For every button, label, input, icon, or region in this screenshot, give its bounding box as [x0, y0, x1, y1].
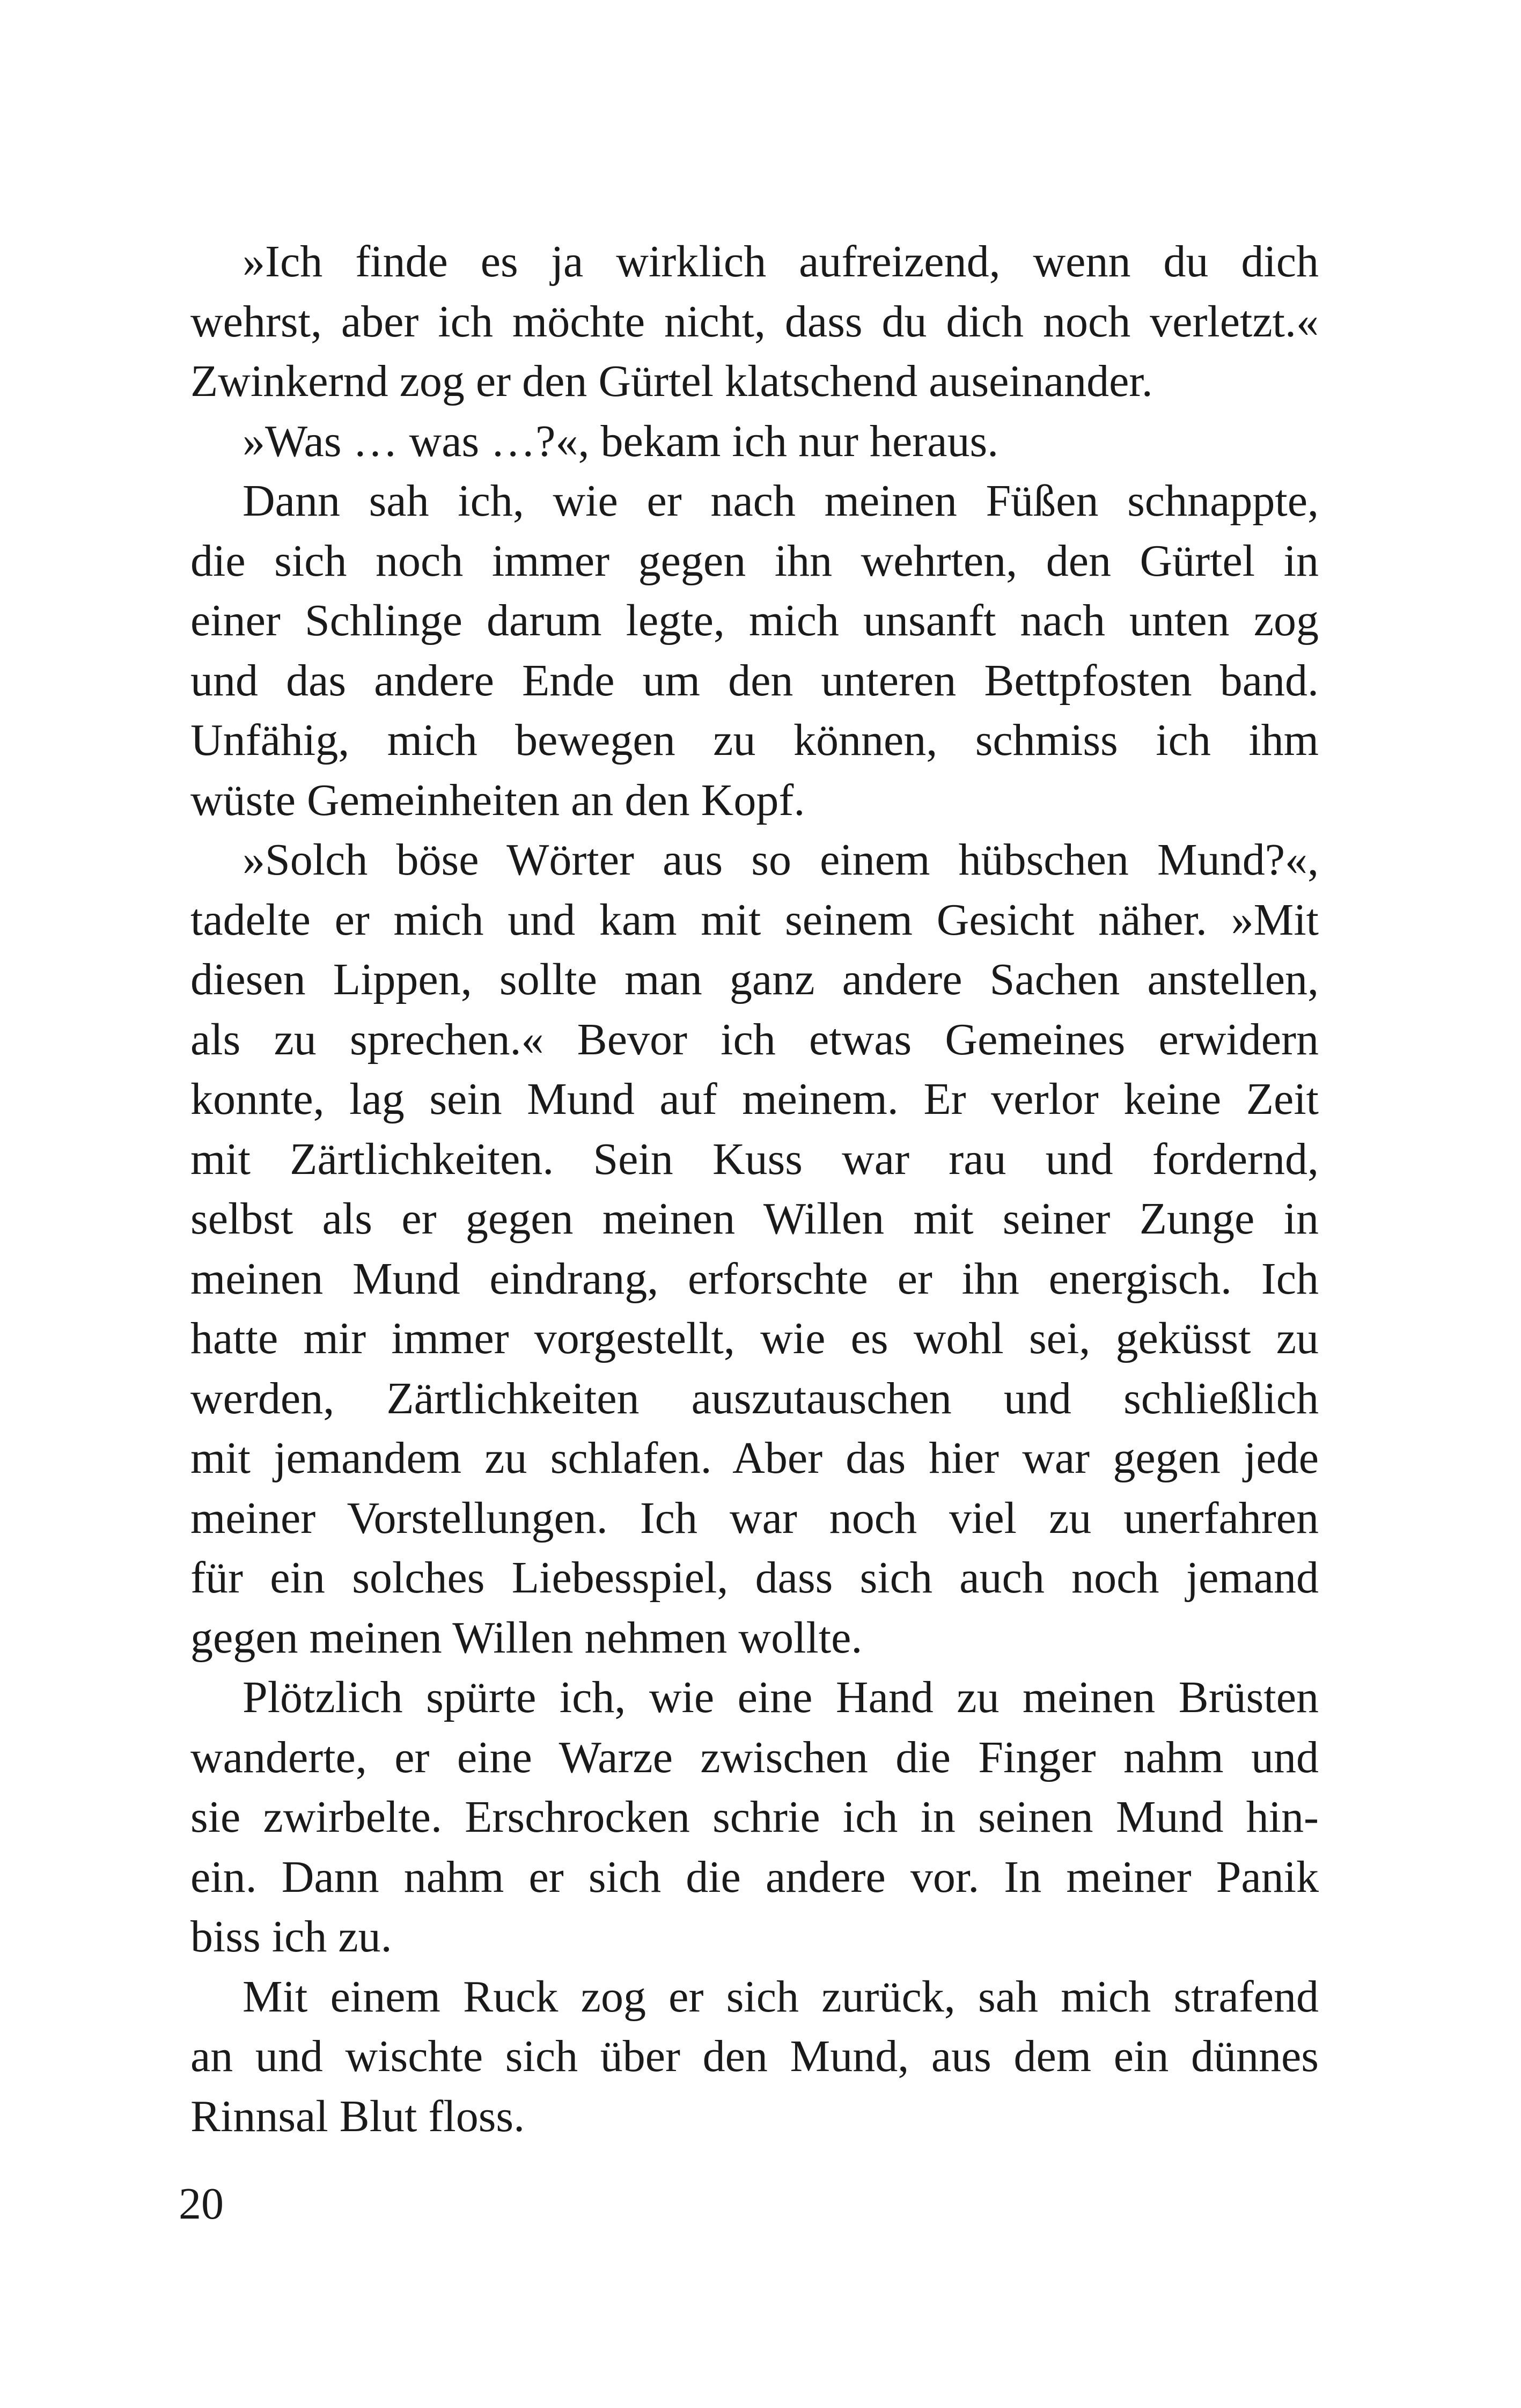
text-line: »Ich finde es ja wirklich aufreizend, wenn du dich	[243, 237, 1319, 287]
text-line: sie zwirbelte. Erschrocken schrie ich in seinen Mund hin-	[190, 1792, 1319, 1842]
text-line: diesen Lippen, sollte man ganz andere Sachen anstellen,	[190, 955, 1319, 1004]
text-line: tadelte er mich und kam mit seinem Gesicht näher. »Mit	[190, 894, 1319, 945]
text-line: biss ich zu.	[190, 1912, 392, 1962]
text-line: meiner Vorstellungen. Ich war noch viel zu unerfahren	[190, 1493, 1319, 1543]
text-line: wehrst, aber ich möchte nicht, dass du dich noch verletzt.«	[190, 296, 1319, 347]
text-line: werden, Zärtlichkeiten auszutauschen und schließlich	[190, 1373, 1319, 1423]
text-line: und das andere Ende um den unteren Bettpfosten band.	[190, 655, 1319, 706]
text-line: als zu sprechen.« Bevor ich etwas Gemeines erwidern	[190, 1014, 1319, 1064]
text-line: Dann sah ich, wie er nach meinen Füßen schnappte,	[243, 476, 1319, 526]
text-line: Zwinkernd zog er den Gürtel klatschend auseinander.	[190, 356, 1153, 406]
body-text	[190, 232, 1319, 2146]
text-line: für ein solches Liebesspiel, dass sich auch noch jemand	[190, 1553, 1319, 1603]
text-line: mit Zärtlichkeiten. Sein Kuss war rau und fordernd,	[190, 1134, 1319, 1184]
text-line: Mit einem Ruck zog er sich zurück, sah mich strafend	[243, 1971, 1319, 2022]
text-line: an und wischte sich über den Mund, aus dem ein dünnes	[190, 2031, 1319, 2081]
text-line: ein. Dann nahm er sich die andere vor. In meiner Panik	[190, 1852, 1319, 1902]
text-line: konnte, lag sein Mund auf meinem. Er verlor keine Zeit	[190, 1074, 1319, 1124]
text-line: meinen Mund eindrang, erforschte er ihn energisch. Ich	[190, 1253, 1319, 1304]
text-line: wüste Gemeinheiten an den Kopf.	[190, 775, 805, 825]
text-line: Rinnsal Blut floss.	[190, 2091, 525, 2141]
text-line: Unfähig, mich bewegen zu können, schmiss ich ihm	[190, 715, 1319, 765]
page-number: 20	[179, 2179, 224, 2229]
text-line: »Solch böse Wörter aus so einem hübschen Mund?«,	[243, 835, 1319, 885]
text-line: mit jemandem zu schlafen. Aber das hier war gegen jede	[190, 1433, 1319, 1483]
text-line: hatte mir immer vorgestellt, wie es wohl sei, geküsst zu	[190, 1313, 1319, 1363]
text-line: wanderte, er eine Warze zwischen die Finger nahm und	[190, 1732, 1319, 1782]
text-line: Plötzlich spürte ich, wie eine Hand zu meinen Brüsten	[243, 1672, 1319, 1722]
text-line: selbst als er gegen meinen Willen mit seiner Zunge in	[190, 1194, 1319, 1244]
text-line: einer Schlinge darum legte, mich unsanft nach unten zog	[190, 596, 1319, 645]
text-line: die sich noch immer gegen ihn wehrten, den Gürtel in	[190, 535, 1319, 586]
text-line: »Was … was …?«, bekam ich nur heraus.	[243, 416, 999, 466]
text-line: gegen meinen Willen nehmen wollte.	[190, 1612, 863, 1663]
